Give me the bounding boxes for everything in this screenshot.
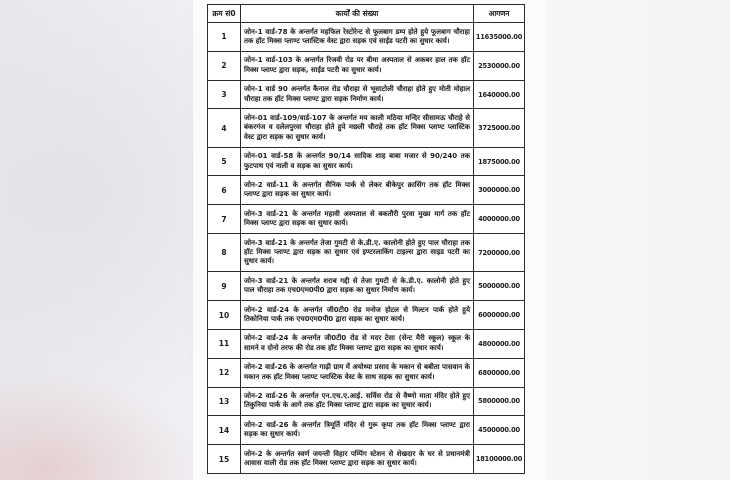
serial-cell: 11 (208, 330, 241, 359)
work-cell: जोन-2 वार्ड-26 के अन्तर्गत गाढ़ी ग्राम में अयोध्या प्रसाद के मकान से बबीता पासवान के मकान तक हॉट मिक्स प्लाण्ट प्लास्टिक वेस्ट के साथ सड़क का सुधार कार्य। (241, 359, 474, 388)
background-right (545, 0, 730, 480)
serial-cell: 10 (208, 301, 241, 330)
amount-cell: 2530000.00 (474, 52, 524, 81)
amount-cell: 3725000.00 (474, 109, 524, 147)
work-cell: जोन-2 वार्ड-24 के अन्तर्गत जी0टी0 रोड से मदर टेसा (सेन्ट मैरी स्कूल) स्कूल के सामने व दोनो तरफ की रोड तक हॉट मिक्स प्लाण्ट द्वारा सड़क का सुधार कार्य। (241, 330, 474, 359)
serial-cell: 12 (208, 359, 241, 388)
serial-cell: 13 (208, 388, 241, 417)
work-cell: जोन-2 वार्ड-26 के अन्तर्गत एन.एच.ए.आई. सर्विस रोड से वैष्णो माता मंदिर होते हुए तिकुनिया पार्क के आगे तक हॉट मिक्स प्लाण्ट द्वारा सड़क का सुधार कार्य। (241, 388, 474, 417)
works-estimate-table (207, 4, 525, 474)
work-cell: जोन-2 के अन्तर्गत स्वर्ण जयन्ती विहार पम्पिंग स्टेशन से शेखदार के घर से प्रधानमंत्री आवास वाली रोड तक हॉट मिक्स प्लाण्ट द्वारा सड़क का सुधार कार्य। (241, 445, 474, 473)
amount-cell: 18100000.00 (475, 455, 523, 464)
amount-cell: 6000000.00 (474, 301, 524, 330)
amount-cell: 3000000.00 (474, 176, 524, 205)
table-row (208, 272, 524, 301)
table-row (208, 81, 524, 110)
table-row (208, 416, 524, 445)
amount-cell: 5000000.00 (474, 272, 524, 301)
serial-cell: 14 (208, 416, 241, 445)
amount-cell: 1640000.00 (474, 81, 524, 110)
header-works: कार्यों की संख्या (241, 5, 474, 23)
table-row (208, 330, 524, 359)
serial-cell: 7 (208, 205, 241, 234)
work-cell: जोन-1 वार्ड-103 के अन्तर्गत रिजवी रोड पर बीमा अस्पताल से अकबर हाल तक हॉट मिक्स प्लाण्ट द्वारा सड़क, साईड पटरी का सुधार कार्य। (241, 52, 474, 81)
serial-cell: 1 (208, 23, 241, 52)
work-cell: जोन-3 वार्ड-21 के अन्तर्गत महावी अस्पताल से बकतौरी पुरवा मुख्य मार्ग तक हॉट मिक्स प्लाण्ट द्वारा सड़क का सुधार कार्य। (241, 205, 474, 234)
work-cell: जोन-2 वार्ड-11 के अन्तर्गत सैनिक पार्क से लेकर बीकेपुर क्रासिंग तक हॉट मिक्स प्लाण्ट द्वारा सड़क का सुधार कार्य। (241, 176, 474, 205)
table-header-row (208, 5, 524, 23)
amount-cell: 5800000.00 (474, 388, 524, 417)
amount-cell: 7200000.00 (474, 234, 524, 272)
work-cell: जोन-1 वार्ड-78 के अन्तर्गत महफिल रेस्टोरेन्ट से फूलबाग डम्प होते हुये फूलबाग चौराहा तक हॉट मिक्स प्लाण्ट प्लास्टिक वेस्ट द्वारा सड़क एवं साईड पटरी का सुधार कार्य। (241, 23, 474, 52)
amount-cell: 1875000.00 (474, 148, 524, 177)
table-row (208, 301, 524, 330)
table-row (208, 148, 524, 177)
table-row (208, 109, 524, 147)
table-row (208, 52, 524, 81)
table-row (208, 23, 524, 52)
table-row (208, 176, 524, 205)
table-row (208, 359, 524, 388)
work-cell: जोन-01 वार्ड-58 के अन्तर्गत 90/14 सादिक शाह बाबा मजार से 90/240 तक फुटपाथ एवं नाली व सड़क का सुधार कार्य। (241, 148, 474, 177)
serial-cell: 9 (208, 272, 241, 301)
work-cell: जोन-01 वार्ड-109/वार्ड-107 के अन्तर्गत मय काली मठिया मन्दिर सीसामऊ चौराहे से बंकरगंज व दलेलपुरवा चौराहा होते हुये मछली चौराहे तक हॉट मिक्स प्लाण्ट प्लास्टिक वेस्ट द्वारा सड़क का सुधार कार्य। (241, 109, 474, 147)
amount-cell: 6800000.00 (474, 359, 524, 388)
serial-cell: 2 (208, 52, 241, 81)
amount-cell: 4500000.00 (474, 416, 524, 445)
header-estimate: आगणन (474, 5, 524, 23)
serial-cell: 8 (208, 234, 241, 272)
serial-cell: 4 (208, 109, 241, 147)
serial-cell: 15 (208, 445, 241, 473)
serial-cell: 3 (208, 81, 241, 110)
header-serial: क्रम सं0 (208, 5, 241, 23)
table-row (208, 205, 524, 234)
table-row (208, 234, 524, 272)
work-cell: जोन-3 वार्ड-21 के अन्तर्गत तेजा गुमटी से के.डी.ए. कालोनी होते हुए पाल चौराहा तक हॉट मिक्स प्लाण्ट द्वारा सड़क का सुधार एवं इण्टरलाकिंग टाइल्स द्वारा साइड पटरी का सुधार कार्य। (241, 234, 474, 272)
serial-cell: 5 (208, 148, 241, 177)
table-row (208, 445, 524, 473)
work-cell: जोन-2 वार्ड-26 के अन्तर्गत त्रिमूर्ति मंदिर से गुरू कृपा तक हॉट मिक्स प्लाण्ट द्वारा सड़क का सुधार कार्य। (241, 416, 474, 445)
serial-cell: 6 (208, 176, 241, 205)
work-cell: जोन-3 वार्ड-21 के अन्तर्गत शराब गद्दी से तेजा गुमटी से के.डी.ए. कालोनी होते हुए पाल चौराहा तक एच0एम0पी0 द्वारा सड़क का सुधार निर्माण कार्य। (241, 272, 474, 301)
table-row (208, 388, 524, 417)
amount-cell: 4800000.00 (474, 330, 524, 359)
amount-cell: 4000000.00 (474, 205, 524, 234)
amount-cell: 11635000.00 (474, 23, 524, 52)
work-cell: जोन-1 वार्ड 90 अन्तर्गत कैनाल रोड चौराहा से भूसाटोली चौराहा होते हुए मोती मोहाल चौराहा तक हॉट मिक्स प्लाण्ट द्वारा सड़क निर्माण कार्य। (241, 81, 474, 110)
work-cell: जोन-2 वार्ड-24 के अन्तर्गत जी0टी0 रोड मनोज होटल से मिल्टन पार्क होते हुये तिकोनिया पार्क तक एच0एम0पी0 द्वारा सड़क का सुधार कार्य। (241, 301, 474, 330)
